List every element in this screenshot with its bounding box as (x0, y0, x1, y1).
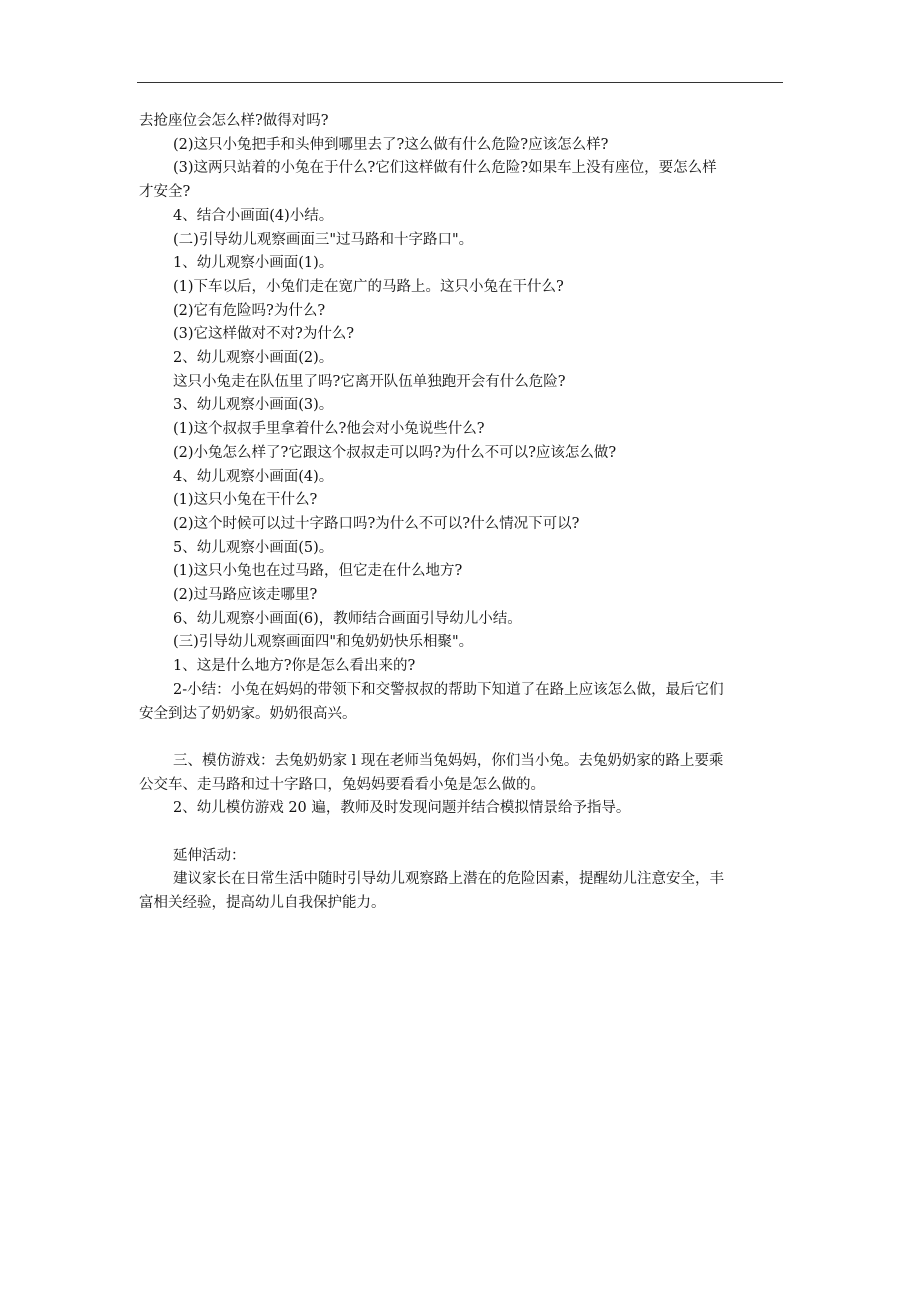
text-line: 4、结合小画面(4)小结。 (173, 207, 334, 224)
text-line: 2、幼儿观察小画面(2)。 (173, 350, 334, 367)
document-body (139, 110, 787, 916)
text-line: 1、幼儿观察小画面(1)。 (173, 255, 334, 272)
text-line: (二)引导幼儿观察画面三"过马路和十字路口"。 (173, 231, 474, 248)
text-line: 去抢座位会怎么样?做得对吗? (139, 113, 329, 129)
text-line: 富相关经验，提高幼儿自我保护能力。 (139, 895, 386, 912)
text-line: 延伸活动： (173, 847, 246, 864)
text-line: (1)下车以后，小兔们走在宽广的马路上。这只小兔在干什么? (173, 278, 564, 295)
paragraph-gap (139, 726, 787, 750)
text-line: 建议家长在日常生活中随时引导幼儿观察路上潜在的危险因素，提醒幼儿注意安全，丰 (173, 871, 724, 888)
text-line: 这只小兔走在队伍里了吗?它离开队伍单独跑开会有什么危险? (173, 373, 566, 390)
text-line: 1、这是什么地方?你是怎么看出来的? (173, 658, 416, 675)
text-line: (3)它这样做对不对?为什么? (173, 326, 355, 343)
paragraph-gap (139, 821, 787, 845)
text-line: (2)它有危险吗?为什么? (173, 302, 326, 319)
text-line: 4、幼儿观察小画面(4)。 (173, 468, 334, 485)
text-line: 三、模仿游戏：去兔奶奶家 l 现在老师当兔妈妈，你们当小兔。去兔奶奶家的路上要乘 (173, 752, 724, 769)
text-line: (2)过马路应该走哪里? (173, 587, 318, 604)
text-line: 安全到达了奶奶家。奶奶很高兴。 (139, 705, 357, 722)
text-line: (三)引导幼儿观察画面四"和兔奶奶快乐相聚"。 (173, 634, 474, 651)
text-line: (1)这只小兔在干什么? (173, 492, 318, 509)
text-line: 2-小结：小兔在妈妈的带领下和交警叔叔的帮助下知道了在路上应该怎么做，最后它们 (173, 681, 724, 698)
text-line: 6、幼儿观察小画面(6)，教师结合画面引导幼儿小结。 (173, 610, 522, 627)
header-rule (137, 82, 783, 83)
text-line: (2)小兔怎么样了?它跟这个叔叔走可以吗?为什么不可以?应该怎么做? (173, 444, 617, 461)
text-line: (2)这只小兔把手和头伸到哪里去了?这么做有什么危险?应该怎么样? (173, 136, 609, 153)
text-line: 3、幼儿观察小画面(3)。 (173, 397, 334, 414)
text-line: (3)这两只站着的小兔在于什么?它们这样做有什么危险?如果车上没有座位，要怎么样 (173, 160, 717, 177)
text-line: 才安全? (139, 184, 191, 201)
text-line: (2)这个时候可以过十字路口吗?为什么不可以?什么情况下可以? (173, 515, 580, 532)
text-line: (1)这个叔叔手里拿着什么?他会对小兔说些什么? (173, 421, 485, 438)
text-line: 5、幼儿观察小画面(5)。 (173, 539, 334, 556)
text-line: 2、幼儿模仿游戏 20 遍，教师及时发现问题并结合模拟情景给予指导。 (173, 800, 631, 817)
text-line: 公交车、走马路和过十字路口，兔妈妈要看看小兔是怎么做的。 (139, 776, 545, 793)
text-line: (1)这只小兔也在过马路，但它走在什么地方? (173, 563, 463, 580)
